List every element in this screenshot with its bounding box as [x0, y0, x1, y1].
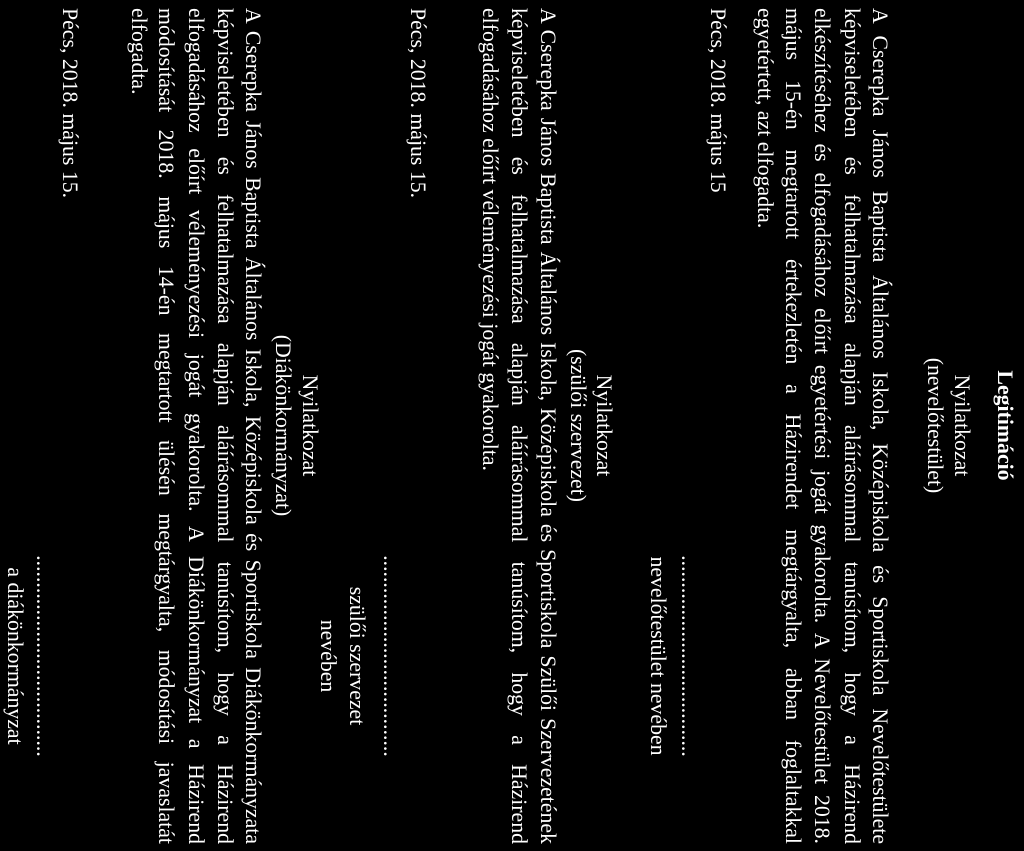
signature-label: szülői szervezet nevében [316, 586, 369, 726]
place-date: Pécs, 2018. május 15 [706, 8, 730, 193]
section-heading: Nyilatkozat [592, 374, 616, 477]
paragraph-line: A Cserepka János Baptista Általános Iskola, Középiskola és Sportiskola Diákönkormányzata [241, 8, 265, 844]
paragraph-line: május 15-én megtartott értekezletén a Házirendet megtárgyalta, abban foglaltakkal [781, 8, 805, 844]
signature-dotted-line: ..................................... [32, 555, 56, 757]
section-heading: Nyilatkozat [298, 374, 322, 477]
section-subheading: (szülői szervezet) [566, 348, 590, 503]
section-subheading: (nevelőtestület) [923, 357, 947, 494]
paragraph-line: elfogadásához előírt véleményezési jogát gyakorolta. A Diákönkormányzat a Házirend [184, 8, 208, 844]
paragraph-line: módosítását 2018. május 14-én megtartott ülésén megtárgyalta, módosítási javaslatát [154, 8, 178, 844]
paragraph-line: képviseletében és felhatalmazása alapján aláírásommal tanúsítom, hogy a Házirend [213, 8, 237, 844]
paragraph-line: képviseletében és felhatalmazása alapján aláírásommal tanúsítom, hogy a Házirend [840, 8, 864, 844]
paragraph-line: képviseletében és felhatalmazása alapján aláírásommal tanúsítom, hogy a Házirend [507, 8, 531, 844]
paragraph-line: A Cserepka János Baptista Általános Iskola, Középiskola és Sportiskola Nevelőtestülete [868, 8, 892, 844]
paragraph-line: elfogadásához előírt véleményezési jogát gyakorolta. [478, 8, 502, 471]
section-subheading: (Diákönkormányzat) [271, 334, 295, 517]
signature-label: nevelőtestület nevében [646, 556, 670, 756]
section-heading: Nyilatkozat [950, 374, 974, 477]
signature-dotted-line: ..................................... [379, 555, 403, 757]
document-title: Legitimáció [993, 370, 1017, 481]
paragraph-line: egyetértett, azt elfogadta. [753, 8, 777, 229]
place-date: Pécs, 2018. május 15. [58, 8, 82, 199]
paragraph-line: elkészítéséhez és elfogadásához előírt egyetértési jogát gyakorolta. A Nevelőtestület 2018. [810, 8, 834, 844]
signature-label: a diákönkormányzat [3, 567, 27, 745]
paragraph-line: A Cserepka János Baptista Általános Iskola, Középiskola és Sportiskola Szülői Szervezetének [536, 8, 560, 844]
place-date: Pécs, 2018. május 15. [406, 8, 430, 199]
paragraph-line: elfogadta. [127, 8, 151, 95]
signature-dotted-line: ..................................... [677, 555, 701, 757]
